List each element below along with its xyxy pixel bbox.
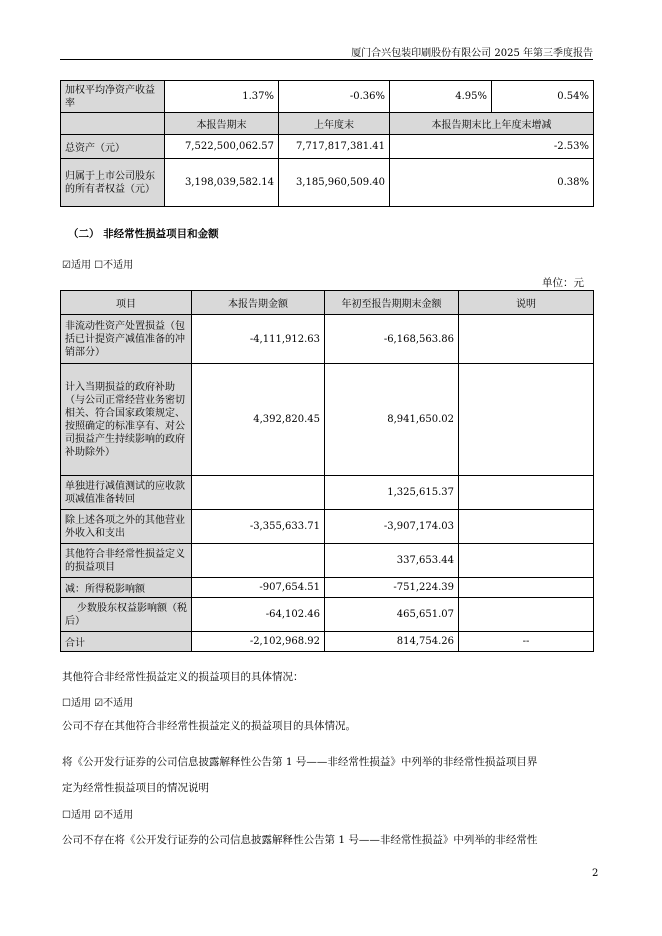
row-current	[192, 544, 325, 578]
col-item: 项目	[61, 291, 192, 315]
roe-label: 加权平均净资产收益率	[61, 81, 165, 113]
row-label: 减：所得税影响额	[61, 578, 192, 598]
table-row	[61, 578, 594, 598]
row-ytd: -3,907,174.03	[325, 510, 459, 544]
row-note	[459, 598, 594, 632]
row-note	[459, 476, 594, 510]
header-rule	[60, 59, 593, 60]
row-label: 其他符合非经常性损益定义的损益项目	[61, 544, 192, 578]
roe-ytd-change: 0.54%	[492, 81, 594, 113]
row-current: -907,654.51	[192, 578, 325, 598]
col-prior-year-end: 上年度末	[279, 113, 390, 135]
table-row	[61, 315, 594, 364]
row-label: 少数股东权益影响额（税后）	[61, 598, 192, 632]
assets-prior: 7,717,817,381.41	[279, 135, 390, 159]
col-current: 本报告期金额	[192, 291, 325, 315]
row-label: 非流动性资产处置损益（包括已计提资产减值准备的冲销部分）	[61, 315, 192, 364]
col-change: 本报告期末比上年度末增减	[390, 113, 594, 135]
applicable-check: ☐适用 ☑不适用	[62, 698, 134, 709]
paragraph: 公司不存在将《公开发行证券的公司信息披露解释性公告第 1 号——非经常性损益》中列举的非经常性	[62, 834, 538, 846]
table-row	[61, 598, 594, 632]
row-current	[192, 476, 325, 510]
row-ytd: -6,168,563.86	[325, 315, 459, 364]
paragraph: 定为经常性损益项目的情况说明	[62, 782, 209, 794]
row-note	[459, 578, 594, 598]
assets-change: -2.53%	[390, 135, 594, 159]
row-note: --	[459, 632, 594, 652]
table-row	[61, 510, 594, 544]
assets-label: 总资产（元）	[61, 135, 165, 159]
paragraph: 其他符合非经常性损益定义的损益项目的具体情况：	[62, 671, 304, 683]
row-current: 4,392,820.45	[192, 364, 325, 476]
row-note	[459, 315, 594, 364]
header-blank	[61, 113, 165, 135]
table-row	[61, 632, 594, 652]
page-number: 2	[592, 868, 599, 879]
table-row	[61, 364, 594, 476]
unit-label: 单位：元	[542, 277, 584, 289]
roe-current: 1.37%	[165, 81, 279, 113]
table-row	[61, 544, 594, 578]
col-period-end: 本报告期末	[165, 113, 279, 135]
row-label: 计入当期损益的政府补助（与公司正常经营业务密切相关、符合国家政策规定、按照确定的标准享有、对公司损益产生持续影响的政府补助除外）	[61, 364, 192, 476]
col-ytd: 年初至报告期期末金额	[325, 291, 459, 315]
row-current: -4,111,912.63	[192, 315, 325, 364]
row-label: 单独进行减值测试的应收款项减值准备转回	[61, 476, 192, 510]
row-note	[459, 364, 594, 476]
row-label: 除上述各项之外的其他营业外收入和支出	[61, 510, 192, 544]
paragraph: 公司不存在其他符合非经常性损益定义的损益项目的具体情况。	[62, 720, 356, 732]
key-financials-table	[60, 80, 594, 207]
row-ytd: 1,325,615.37	[325, 476, 459, 510]
page-header: 厦门合兴包装印刷股份有限公司 2025 年第三季度报告	[351, 48, 593, 59]
equity-label: 归属于上市公司股东的所有者权益（元）	[61, 159, 165, 207]
col-note: 说明	[459, 291, 594, 315]
row-current: -3,355,633.71	[192, 510, 325, 544]
roe-ytd: 4.95%	[390, 81, 492, 113]
equity-prior: 3,185,960,509.40	[279, 159, 390, 207]
row-ytd: 465,651.07	[325, 598, 459, 632]
paragraph: 将《公开发行证券的公司信息披露解释性公告第 1 号——非经常性损益》中列举的非经常性损益项目界	[62, 756, 538, 768]
row-ytd: 8,941,650.02	[325, 364, 459, 476]
row-ytd: 337,653.44	[325, 544, 459, 578]
applicable-check: ☐适用 ☑不适用	[62, 810, 134, 821]
equity-current: 3,198,039,582.14	[165, 159, 279, 207]
row-ytd: 814,754.26	[325, 632, 459, 652]
roe-change: -0.36%	[279, 81, 390, 113]
applicable-check: ☑适用 ☐不适用	[62, 260, 134, 271]
row-note	[459, 510, 594, 544]
equity-change: 0.38%	[390, 159, 594, 207]
row-current: -64,102.46	[192, 598, 325, 632]
row-current: -2,102,968.92	[192, 632, 325, 652]
row-note	[459, 544, 594, 578]
table-row	[61, 476, 594, 510]
row-label: 合计	[61, 632, 192, 652]
row-ytd: -751,224.39	[325, 578, 459, 598]
assets-current: 7,522,500,062.57	[165, 135, 279, 159]
non-recurring-table	[60, 290, 594, 652]
section-title: （二） 非经常性损益项目和金额	[68, 228, 219, 240]
